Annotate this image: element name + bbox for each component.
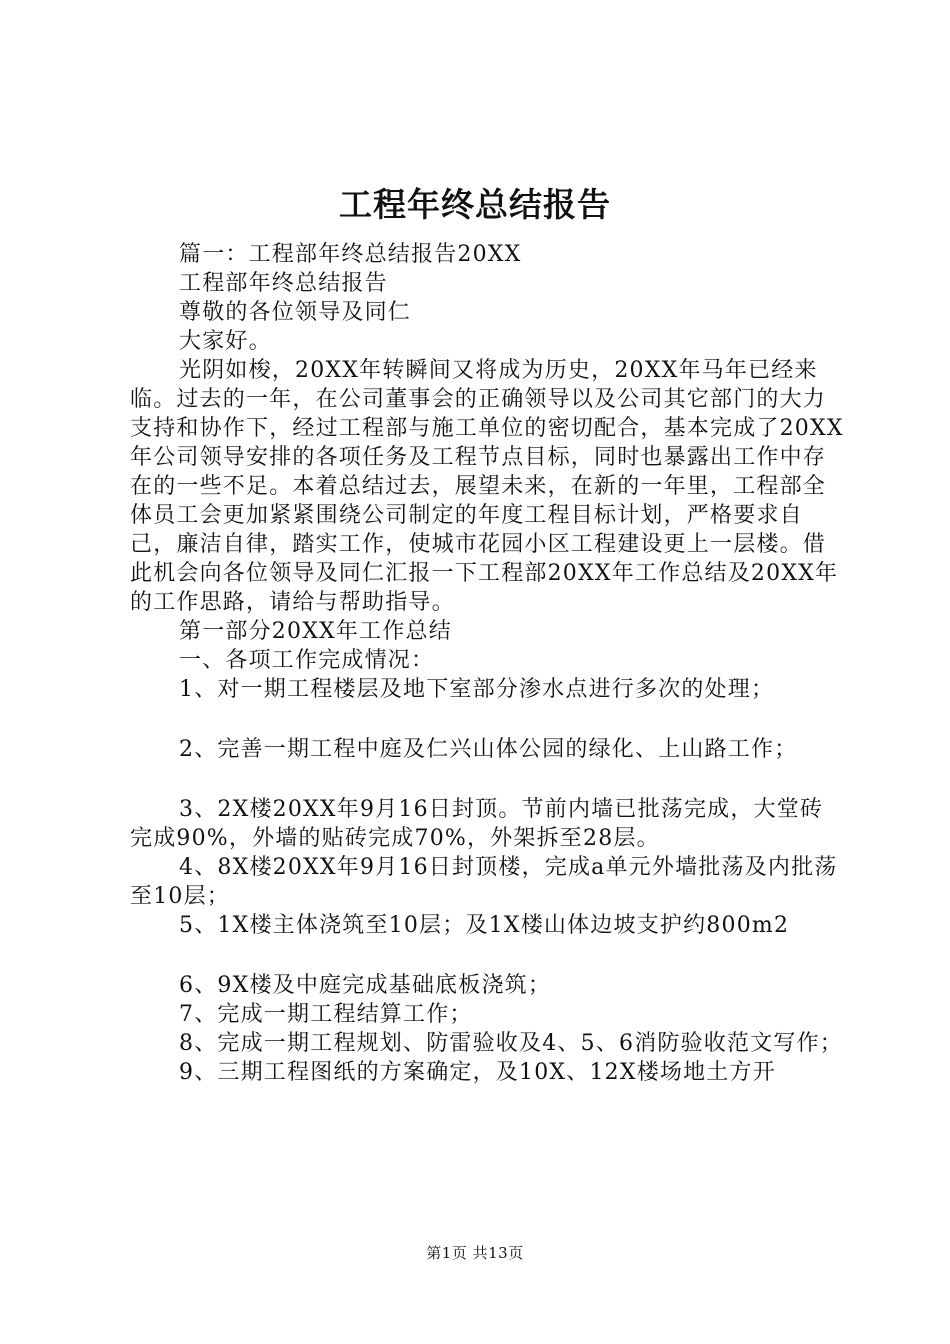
paragraph-greeting: 大家好。 <box>179 329 272 354</box>
list-item-9: 9、三期工程图纸的方案确定，及10X、12X楼场地土方开 <box>179 1060 776 1085</box>
document-title: 工程年终总结报告 <box>339 185 611 224</box>
list-item-3: 3、2X楼20XX年9月16日封顶。节前内墙已批荡完成，大堂砖完成90%，外墙的贴砖完成70%，外架拆至28层。 <box>130 797 824 851</box>
paragraph-intro: 光阴如梭，20XX年转瞬间又将成为历史，20XX年马年已经来临。过去的一年，在公司董事会的正确领导以及公司其它部门的大力支持和协作下，经过工程部与施工单位的密切配合，基本完成了20XX年公司领导安排的各项任务及工程节点目标，同时也暴露出工作中存在的一些不足。本着总结过去，展望未来，在新的一年里，工程部全体员工会更加紧紧围绕公司制定的年度工程目标计划，严格要求自己，廉洁自律，踏实工作，使城市花园小区工程建设更上一层楼。借此机会向各位领导及同仁汇报一下工程部20XX年工作总结及20XX年的工作思路，请给与帮助指导。 <box>130 358 844 615</box>
page-footer: 第1页 共13页 <box>426 1244 524 1262</box>
document-body <box>130 240 845 1087</box>
list-item-6: 6、9X楼及中庭完成基础底板浇筑； <box>179 973 552 998</box>
list-item-2: 2、完善一期工程中庭及仁兴山体公园的绿化、上山路工作； <box>179 737 798 762</box>
paragraph-section-title: 第一部分20XX年工作总结 <box>179 619 452 644</box>
list-item-5: 5、1X楼主体浇筑至10层；及1X楼山体边坡支护约800m2 <box>179 913 790 938</box>
paragraph-subtitle: 工程部年终总结报告 <box>179 271 388 296</box>
list-item-1: 1、对一期工程楼层及地下室部分渗水点进行多次的处理； <box>179 677 775 702</box>
paragraph-salutation: 尊敬的各位领导及同仁 <box>179 300 412 325</box>
paragraph-heading-1: 篇一：工程部年终总结报告20XX <box>179 242 522 267</box>
list-item-8: 8、完成一期工程规划、防雷验收及4、5、6消防验收范文写作； <box>179 1031 843 1056</box>
list-item-7: 7、完成一期工程结算工作； <box>179 1002 473 1027</box>
list-item-4: 4、8X楼20XX年9月16日封顶楼，完成a单元外墙批荡及内批荡至10层； <box>130 855 838 909</box>
paragraph-subsection-title: 一、各项工作完成情况： <box>179 648 435 673</box>
